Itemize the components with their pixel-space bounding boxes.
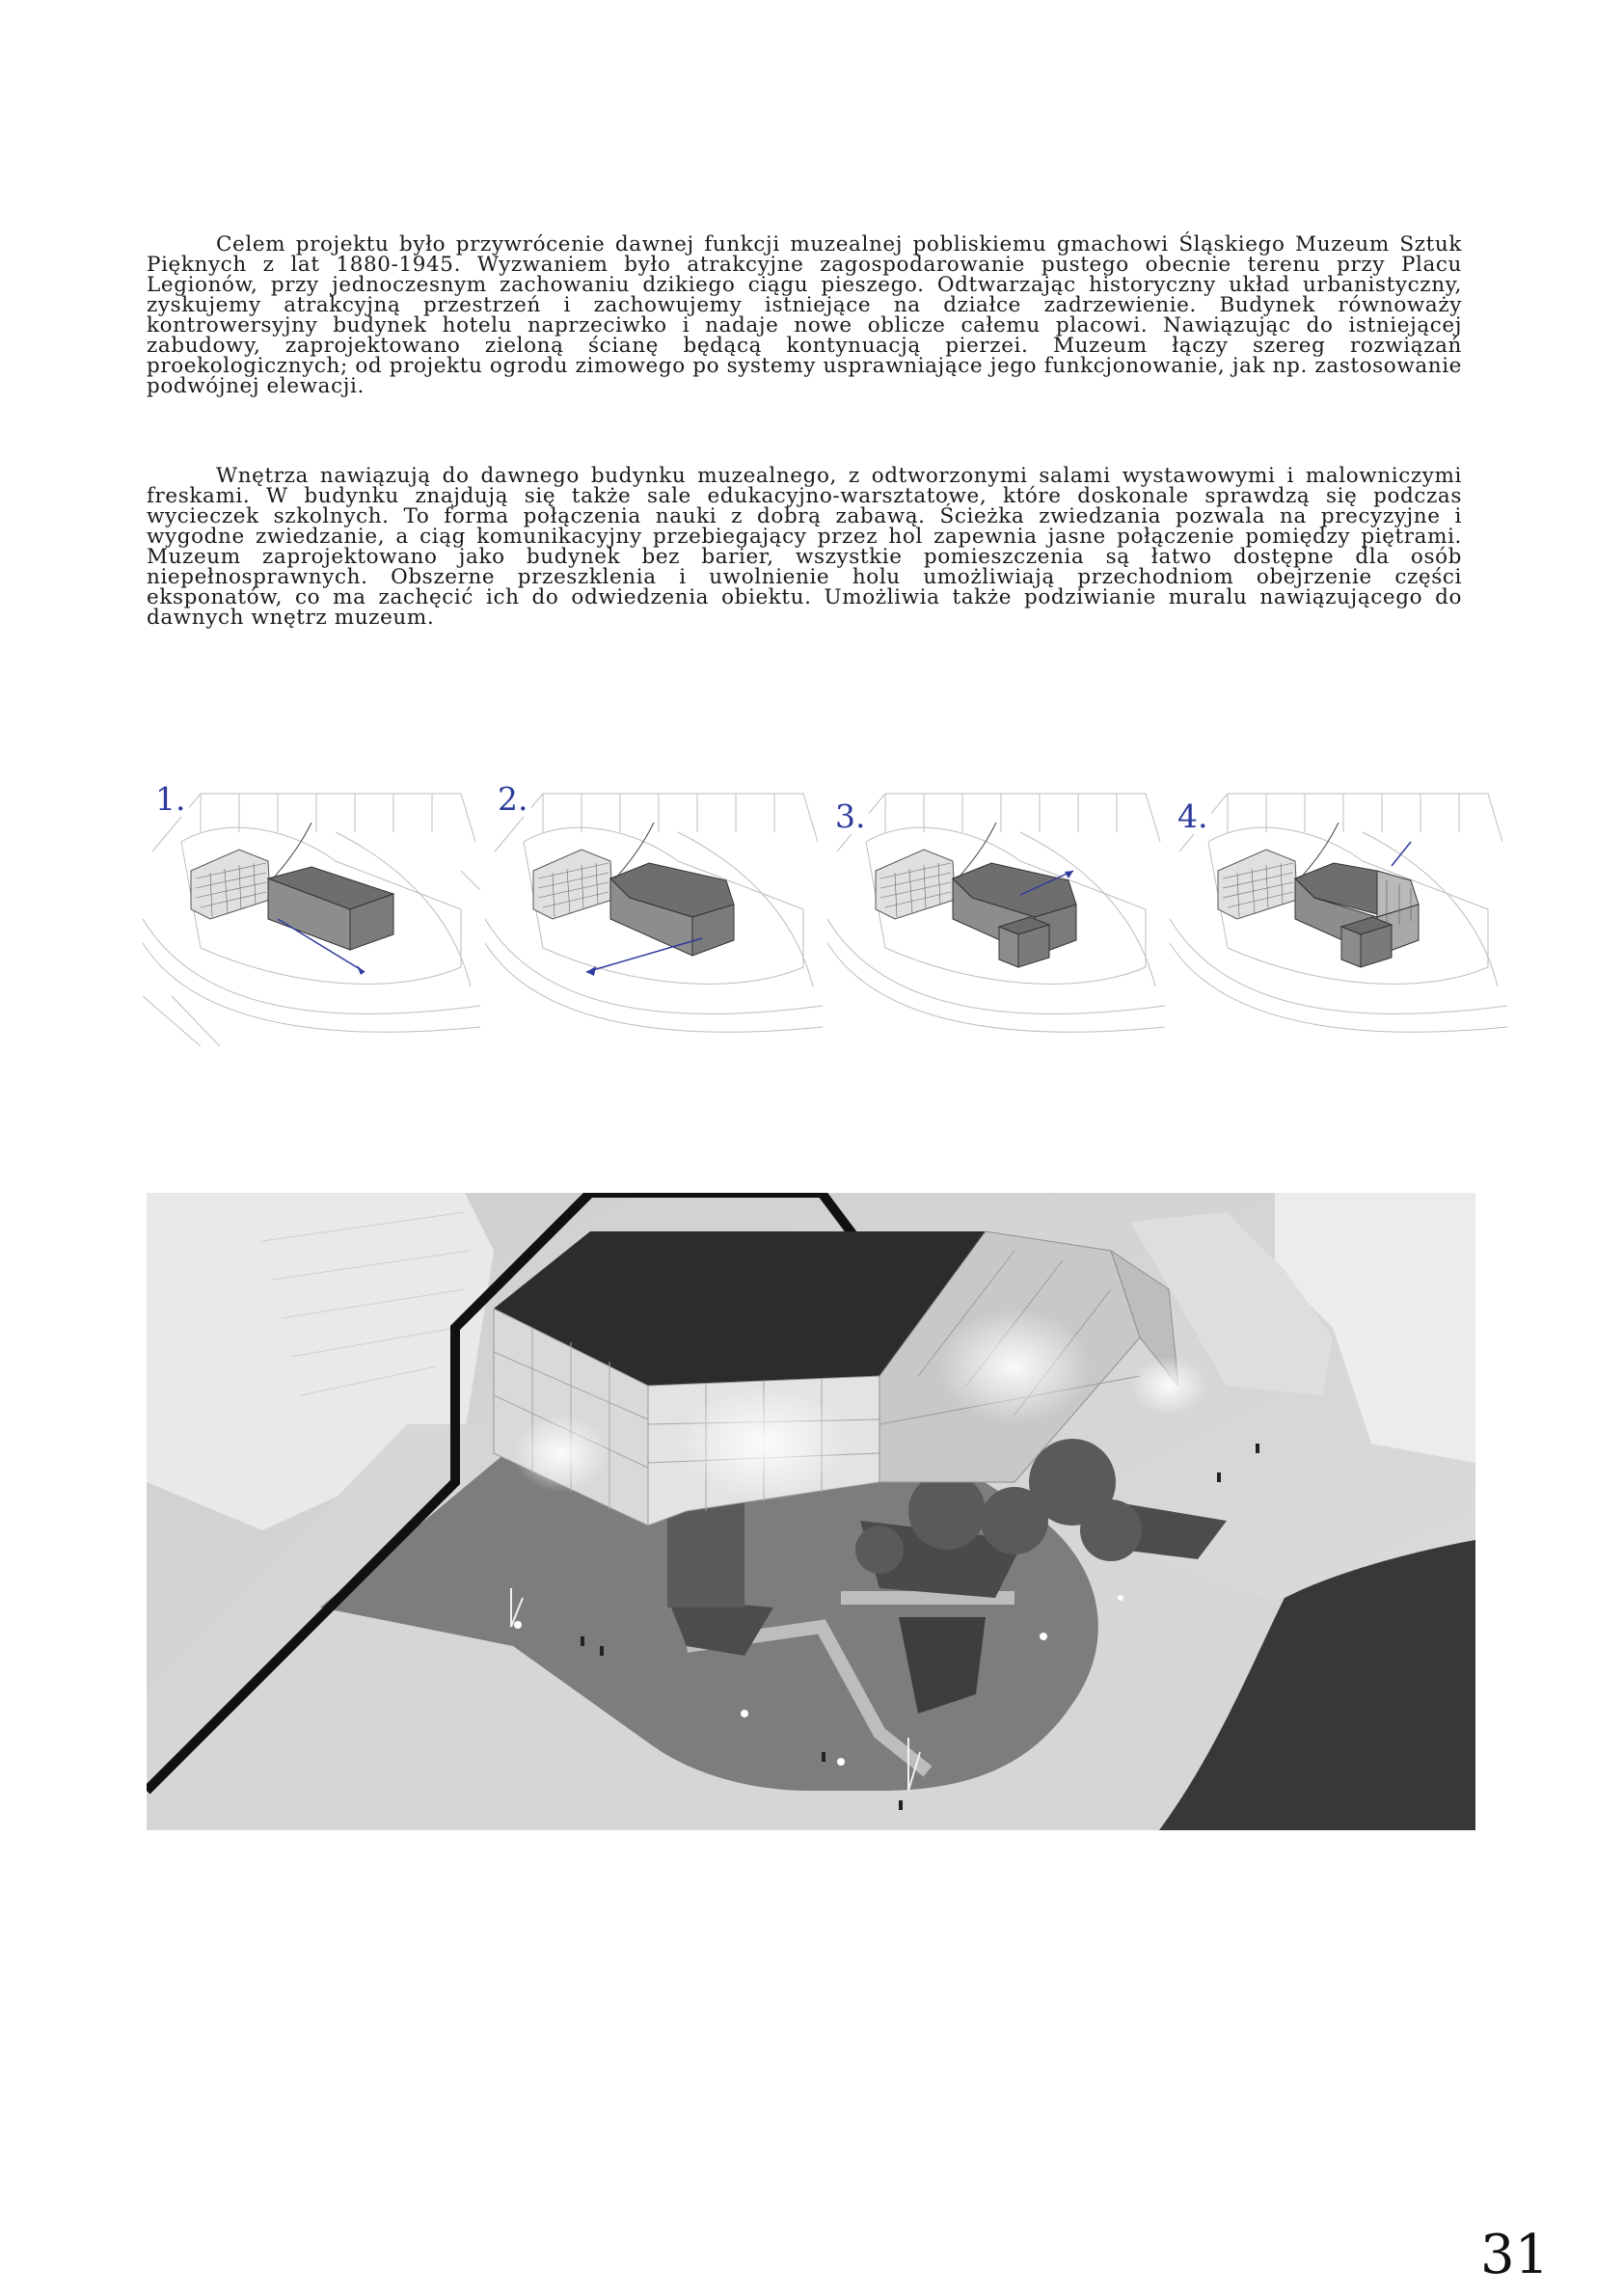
massing-diagram-2-drawing	[485, 774, 823, 1046]
intro-paragraph: Celem projektu było przywrócenie dawnej funkcji muzealnej pobliskiemu gmachowi Śląskiego Muzeum Sztuk Pięknych z lat 1880-1945. Wyzwaniem było atrakcyjne zagospodarowanie pustego obecnie terenu przy Placu Legionów, przy jednoczesnym zachowaniu dzikiego ciągu pieszego. Odtwarzając historyczny układ urbanistyczny, zyskujemy atrakcyjną przestrzeń i zachowujemy istniejące na działce zadrzewienie. Budynek równoważy kontrowersyjny budynek hotelu naprzeciwko i nadaje nowe oblicze całemu placowi. Nawiązując do istniejącej zabudowy, zaprojektowano zieloną ścianę będącą kontynuacją pierzei. Muzeum łączy szereg rozwiązań proekologicznych; od projektu ogrodu zimowego po systemy usprawniające jego funkcjonowanie, jak np. zastosowanie podwójnej elewacji.	[147, 232, 1462, 398]
step-number-3: 3.	[832, 799, 869, 834]
massing-diagram-step-1	[143, 774, 480, 1046]
massing-diagram-step-3	[827, 774, 1165, 1046]
aerial-night-rendering	[147, 1193, 1475, 1830]
step-number-1: 1.	[152, 782, 189, 817]
massing-diagram-4-drawing	[1170, 774, 1507, 1046]
massing-diagram-step-4	[1170, 774, 1507, 1046]
step-number-4: 4.	[1175, 799, 1211, 834]
aerial-rendering-drawing	[147, 1193, 1475, 1830]
massing-diagram-1-drawing	[143, 774, 480, 1046]
step-number-2: 2.	[495, 782, 531, 817]
interior-paragraph: Wnętrza nawiązują do dawnego budynku muzealnego, z odtworzonymi salami wystawowymi i malowniczymi freskami. W budynku znajdują się także sale edukacyjno-warsztatowe, które doskonale sprawdzą się podczas wycieczek szkolnych. To forma połączenia nauki z dobrą zabawą. Ścieżka zwiedzania pozwala na precyzyjne i wygodne zwiedzanie, a ciąg komunikacyjny przebiegający przez hol zapewnia jasne połączenie pomiędzy piętrami. Muzeum zaprojektowano jako budynek bez barier, wszystkie pomieszczenia są łatwo dostępne dla osób niepełnosprawnych. Obszerne przeszklenia i uwolnienie holu umożliwiają przechodniom obejrzenie części eksponatów, co ma zachęcić ich do odwiedzenia obiektu. Umożliwia także podziwianie muralu nawiązującego do dawnych wnętrz muzeum.	[147, 464, 1462, 630]
page-number: 31	[1480, 2224, 1550, 2286]
massing-diagram-step-2	[485, 774, 823, 1046]
massing-diagram-3-drawing	[827, 774, 1165, 1046]
